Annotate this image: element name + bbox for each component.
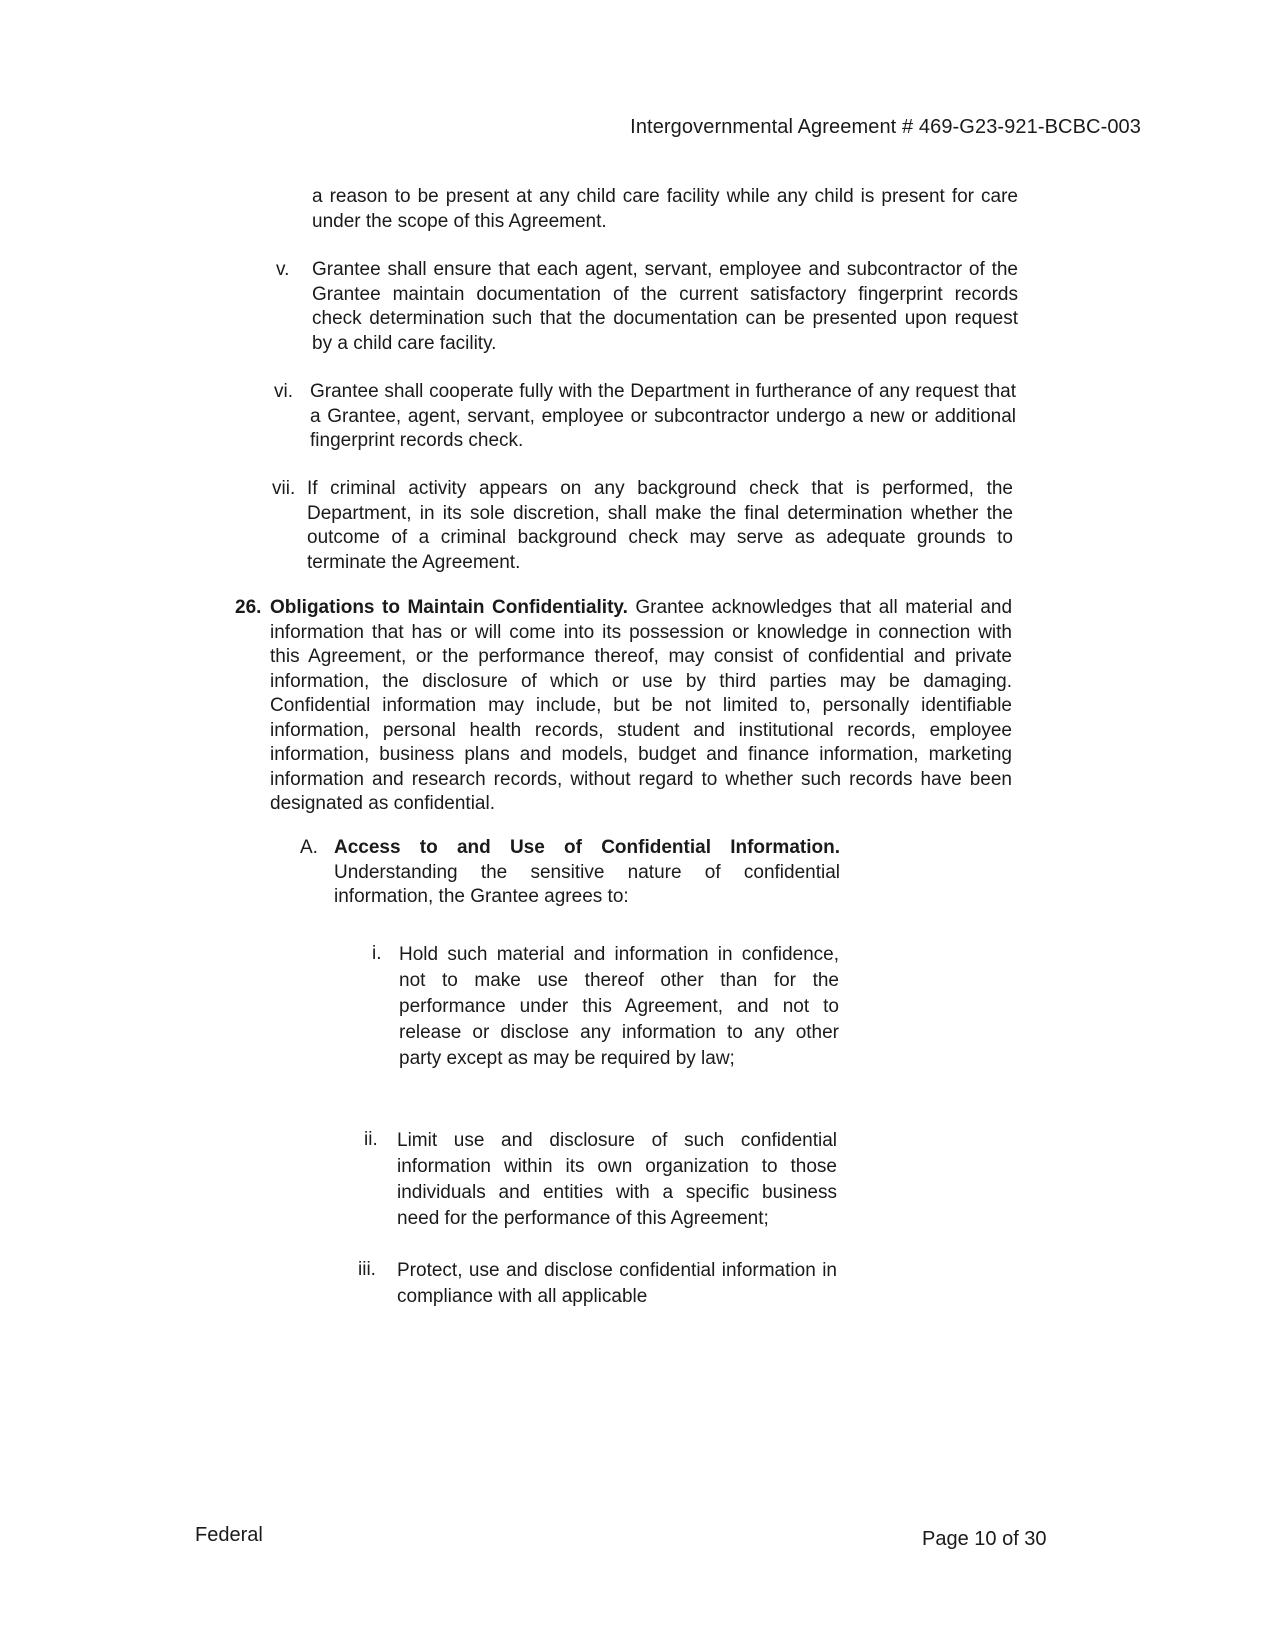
section-26-body: Grantee acknowledges that all material and information that has or will come into its possession or knowledge in connection with this Agreement, or the performance thereof, may consist of confidential and private information, the disclosure of which or use by third parties may be damaging. Confidential information may include, but be not limited to, personally identifiable information, personal health records, student and institutional records, employee information, business plans and models, budget and finance information, marketing information and research records, without regard to whether such records have been designated as confidential. [270, 597, 1013, 814]
subsection-a-body: Understanding the sensitive nature of confidential information, the Grantee agrees to: [334, 861, 840, 907]
item-v-text: Grantee shall ensure that each agent, servant, employee and subcontractor of the Grantee maintain documentation of the current satisfactory fingerprint records check determination such that the documentation can be presented upon request by a child care facility. [312, 259, 1018, 354]
section-26-heading: Obligations to Maintain Confidentiality. [270, 597, 628, 618]
item-vi-text: Grantee shall cooperate fully with the Department in furtherance of any request that a Grantee, agent, servant, employee or subcontractor undergo a new or additional fingerprint records check. [310, 381, 1016, 451]
subitem-i-text: Hold such material and information in confidence, not to make use thereof other than for the performance under this Agreement, and not to release or disclose any information to any other party except as may be required by law; [399, 944, 839, 1069]
item-vii-text: If criminal activity appears on any background check that is performed, the Department, in its sole discretion, shall make the final determination whether the outcome of a criminal background check may serve as adequate grounds to terminate the Agreement. [307, 478, 1013, 573]
subitem-iii-marker: iii. [358, 1259, 376, 1280]
subsection-a-marker: A. [300, 837, 318, 858]
section-26-number: 26. [235, 597, 262, 618]
page-number: Page 10 of 30 [922, 1528, 1047, 1550]
subitem-iii-text: Protect, use and disclose confidential information in compliance with all applicable [397, 1260, 837, 1307]
item-v-marker: v. [276, 259, 290, 280]
item-vii-marker: vii. [272, 478, 296, 499]
section-26-paragraph [270, 596, 1012, 817]
subitem-ii-text: Limit use and disclosure of such confidential information within its own organization to those individuals and entities with a specific business need for the performance of this Agreement; [397, 1130, 837, 1229]
subsection-a-heading: Access to and Use of Confidential Information. [334, 837, 840, 858]
agreement-reference: Intergovernmental Agreement # 469-G23-921-BCBC-003 [630, 116, 1141, 138]
item-vi-marker: vi. [274, 381, 293, 402]
subitem-i-marker: i. [372, 943, 382, 964]
subitem-ii-marker: ii. [364, 1129, 378, 1150]
continuation-paragraph: a reason to be present at any child care facility while any child is present for care under the scope of this Agreement. [312, 186, 1018, 232]
footer-label: Federal [195, 1524, 263, 1546]
subsection-a-paragraph [334, 836, 840, 910]
